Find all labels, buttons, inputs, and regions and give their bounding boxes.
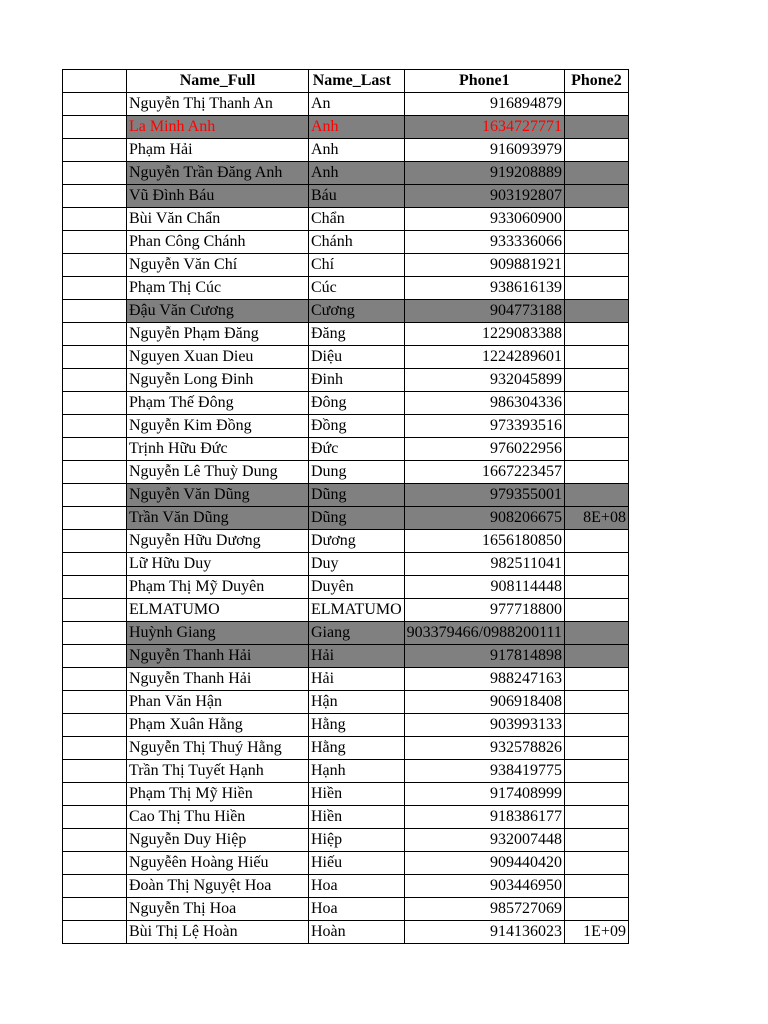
table-row bbox=[63, 760, 629, 783]
row-index-cell[interactable] bbox=[63, 645, 127, 668]
contacts-table bbox=[62, 69, 629, 944]
table-row bbox=[63, 208, 629, 231]
table-row bbox=[63, 415, 629, 438]
table-row bbox=[63, 691, 629, 714]
name-last-cell[interactable]: Cúc bbox=[309, 277, 405, 300]
row-index-cell[interactable] bbox=[63, 875, 127, 898]
table-row bbox=[63, 300, 629, 323]
name-last-cell[interactable]: Cương bbox=[309, 300, 405, 323]
table-row bbox=[63, 507, 629, 530]
phone2-cell[interactable]: 1E+09 bbox=[564, 921, 628, 944]
name-full-cell[interactable]: Phạm Thị Cúc bbox=[127, 277, 309, 300]
table-row bbox=[63, 783, 629, 806]
table-row bbox=[63, 461, 629, 484]
name-last-cell[interactable]: Đông bbox=[309, 392, 405, 415]
table-row bbox=[63, 231, 629, 254]
name-last-cell[interactable]: Giang bbox=[309, 622, 405, 645]
name-full-cell[interactable]: Phạm Xuân Hằng bbox=[127, 714, 309, 737]
table-row bbox=[63, 645, 629, 668]
phone1-cell[interactable]: 903379466/0988200111 bbox=[404, 622, 564, 645]
phone1-cell[interactable]: 932045899 bbox=[404, 369, 564, 392]
phone2-cell[interactable] bbox=[564, 415, 628, 438]
table-row bbox=[63, 668, 629, 691]
table-row bbox=[63, 162, 629, 185]
name-last-cell[interactable]: Anh bbox=[309, 162, 405, 185]
phone1-cell[interactable]: 904773188 bbox=[404, 300, 564, 323]
phone1-cell[interactable]: 973393516 bbox=[404, 415, 564, 438]
phone2-cell[interactable] bbox=[564, 530, 628, 553]
row-index-cell[interactable] bbox=[63, 369, 127, 392]
name-full-cell[interactable]: Nguyễn Văn Dũng bbox=[127, 484, 309, 507]
row-index-cell[interactable] bbox=[63, 806, 127, 829]
phone1-cell[interactable]: 976022956 bbox=[404, 438, 564, 461]
table-row bbox=[63, 484, 629, 507]
name-last-cell[interactable]: Hằng bbox=[309, 737, 405, 760]
phone1-cell[interactable]: 977718800 bbox=[404, 599, 564, 622]
name-last-cell[interactable]: An bbox=[309, 93, 405, 116]
phone1-cell[interactable]: 938419775 bbox=[404, 760, 564, 783]
name-last-cell[interactable]: Hận bbox=[309, 691, 405, 714]
table-row bbox=[63, 852, 629, 875]
phone2-cell[interactable] bbox=[564, 668, 628, 691]
row-index-cell[interactable] bbox=[63, 852, 127, 875]
phone2-cell[interactable]: 8E+08 bbox=[564, 507, 628, 530]
name-full-cell[interactable]: Nguyễn Phạm Đăng bbox=[127, 323, 309, 346]
phone2-cell[interactable] bbox=[564, 875, 628, 898]
name-last-cell[interactable]: Hiệp bbox=[309, 829, 405, 852]
table-row bbox=[63, 875, 629, 898]
row-index-cell[interactable] bbox=[63, 185, 127, 208]
header-row bbox=[63, 70, 629, 93]
phone2-cell[interactable] bbox=[564, 760, 628, 783]
table-row bbox=[63, 116, 629, 139]
name-full-cell[interactable]: Nguyễn Long Đinh bbox=[127, 369, 309, 392]
name-last-cell[interactable]: Hiền bbox=[309, 783, 405, 806]
phone1-cell[interactable]: 986304336 bbox=[404, 392, 564, 415]
name-last-cell[interactable]: Hiếu bbox=[309, 852, 405, 875]
table-row bbox=[63, 737, 629, 760]
phone2-cell[interactable] bbox=[564, 576, 628, 599]
name-full-cell[interactable]: Nguyễn Kim Đồng bbox=[127, 415, 309, 438]
row-index-cell[interactable] bbox=[63, 392, 127, 415]
phone1-cell[interactable]: 906918408 bbox=[404, 691, 564, 714]
name-full-cell[interactable]: Đoàn Thị Nguyệt Hoa bbox=[127, 875, 309, 898]
name-full-cell[interactable]: Phạm Thị Mỹ Hiền bbox=[127, 783, 309, 806]
name-last-cell[interactable]: Diệu bbox=[309, 346, 405, 369]
header-phone2[interactable]: Phone2 bbox=[564, 70, 628, 93]
phone2-cell[interactable] bbox=[564, 231, 628, 254]
phone1-cell[interactable]: 938616139 bbox=[404, 277, 564, 300]
table-row bbox=[63, 254, 629, 277]
row-index-cell[interactable] bbox=[63, 346, 127, 369]
phone2-cell[interactable] bbox=[564, 852, 628, 875]
phone2-cell[interactable] bbox=[564, 829, 628, 852]
phone2-cell[interactable] bbox=[564, 346, 628, 369]
row-index-cell[interactable] bbox=[63, 783, 127, 806]
header-index[interactable] bbox=[63, 70, 127, 93]
phone1-cell[interactable]: 903446950 bbox=[404, 875, 564, 898]
phone1-cell[interactable]: 933336066 bbox=[404, 231, 564, 254]
header-name-full[interactable]: Name_Full bbox=[127, 70, 309, 93]
row-index-cell[interactable] bbox=[63, 254, 127, 277]
phone2-cell[interactable] bbox=[564, 898, 628, 921]
row-index-cell[interactable] bbox=[63, 300, 127, 323]
row-index-cell[interactable] bbox=[63, 277, 127, 300]
phone1-cell[interactable]: 908206675 bbox=[404, 507, 564, 530]
phone2-cell[interactable] bbox=[564, 139, 628, 162]
name-full-cell[interactable]: Nguyễn Thanh Hải bbox=[127, 668, 309, 691]
name-last-cell[interactable]: Đăng bbox=[309, 323, 405, 346]
phone1-cell[interactable]: 985727069 bbox=[404, 898, 564, 921]
name-full-cell[interactable]: Nguyễn Văn Chí bbox=[127, 254, 309, 277]
row-index-cell[interactable] bbox=[63, 530, 127, 553]
name-full-cell[interactable]: Nguyễn Thanh Hải bbox=[127, 645, 309, 668]
table-row bbox=[63, 806, 629, 829]
phone1-cell[interactable]: 903192807 bbox=[404, 185, 564, 208]
name-last-cell[interactable]: Hải bbox=[309, 645, 405, 668]
phone2-cell[interactable] bbox=[564, 116, 628, 139]
table-row bbox=[63, 829, 629, 852]
phone1-cell[interactable]: 917814898 bbox=[404, 645, 564, 668]
phone2-cell[interactable] bbox=[564, 369, 628, 392]
name-last-cell[interactable]: Báu bbox=[309, 185, 405, 208]
row-index-cell[interactable] bbox=[63, 737, 127, 760]
phone1-cell[interactable]: 932007448 bbox=[404, 829, 564, 852]
row-index-cell[interactable] bbox=[63, 162, 127, 185]
row-index-cell[interactable] bbox=[63, 691, 127, 714]
row-index-cell[interactable] bbox=[63, 438, 127, 461]
name-last-cell[interactable]: Đức bbox=[309, 438, 405, 461]
name-last-cell[interactable]: Hằng bbox=[309, 714, 405, 737]
name-last-cell[interactable]: Duyên bbox=[309, 576, 405, 599]
phone1-cell[interactable]: 908114448 bbox=[404, 576, 564, 599]
phone2-cell[interactable] bbox=[564, 599, 628, 622]
name-last-cell[interactable]: Dương bbox=[309, 530, 405, 553]
phone1-cell[interactable]: 979355001 bbox=[404, 484, 564, 507]
name-last-cell[interactable]: Hiền bbox=[309, 806, 405, 829]
row-index-cell[interactable] bbox=[63, 668, 127, 691]
row-index-cell[interactable] bbox=[63, 116, 127, 139]
table-row bbox=[63, 599, 629, 622]
row-index-cell[interactable] bbox=[63, 921, 127, 944]
phone1-cell[interactable]: 1667223457 bbox=[404, 461, 564, 484]
phone2-cell[interactable] bbox=[564, 93, 628, 116]
phone2-cell[interactable] bbox=[564, 714, 628, 737]
name-last-cell[interactable]: Dung bbox=[309, 461, 405, 484]
phone2-cell[interactable] bbox=[564, 783, 628, 806]
name-last-cell[interactable]: Chẩn bbox=[309, 208, 405, 231]
name-full-cell[interactable]: Vũ Đình Báu bbox=[127, 185, 309, 208]
row-index-cell[interactable] bbox=[63, 714, 127, 737]
row-index-cell[interactable] bbox=[63, 760, 127, 783]
phone1-cell[interactable]: 1224289601 bbox=[404, 346, 564, 369]
name-full-cell[interactable]: Phan Văn Hận bbox=[127, 691, 309, 714]
name-last-cell[interactable]: Dũng bbox=[309, 507, 405, 530]
phone1-cell[interactable]: 917408999 bbox=[404, 783, 564, 806]
table-row bbox=[63, 93, 629, 116]
phone1-cell[interactable]: 1634727771 bbox=[404, 116, 564, 139]
name-last-cell[interactable]: Hạnh bbox=[309, 760, 405, 783]
phone2-cell[interactable] bbox=[564, 254, 628, 277]
row-index-cell[interactable] bbox=[63, 622, 127, 645]
name-full-cell[interactable]: Huỳnh Giang bbox=[127, 622, 309, 645]
phone2-cell[interactable] bbox=[564, 300, 628, 323]
name-full-cell[interactable]: Phạm Thị Mỹ Duyên bbox=[127, 576, 309, 599]
table-row bbox=[63, 185, 629, 208]
row-index-cell[interactable] bbox=[63, 461, 127, 484]
table-row bbox=[63, 714, 629, 737]
phone2-cell[interactable] bbox=[564, 461, 628, 484]
name-full-cell[interactable]: Trần Thị Tuyết Hạnh bbox=[127, 760, 309, 783]
row-index-cell[interactable] bbox=[63, 484, 127, 507]
name-last-cell[interactable]: ELMATUMO bbox=[309, 599, 405, 622]
row-index-cell[interactable] bbox=[63, 231, 127, 254]
phone1-cell[interactable]: 1229083388 bbox=[404, 323, 564, 346]
phone2-cell[interactable] bbox=[564, 691, 628, 714]
name-full-cell[interactable]: Nguyễên Hoàng Hiếu bbox=[127, 852, 309, 875]
table-row bbox=[63, 622, 629, 645]
phone2-cell[interactable] bbox=[564, 162, 628, 185]
phone1-cell[interactable]: 916093979 bbox=[404, 139, 564, 162]
name-full-cell[interactable]: Nguyễn Thị Thanh An bbox=[127, 93, 309, 116]
name-last-cell[interactable]: Anh bbox=[309, 116, 405, 139]
table-row bbox=[63, 530, 629, 553]
phone1-cell[interactable]: 918386177 bbox=[404, 806, 564, 829]
phone2-cell[interactable] bbox=[564, 737, 628, 760]
phone2-cell[interactable] bbox=[564, 553, 628, 576]
phone1-cell[interactable]: 1656180850 bbox=[404, 530, 564, 553]
phone2-cell[interactable] bbox=[564, 323, 628, 346]
phone2-cell[interactable] bbox=[564, 438, 628, 461]
phone2-cell[interactable] bbox=[564, 185, 628, 208]
table-body bbox=[63, 93, 629, 944]
row-index-cell[interactable] bbox=[63, 507, 127, 530]
phone1-cell[interactable]: 916894879 bbox=[404, 93, 564, 116]
name-last-cell[interactable]: Chí bbox=[309, 254, 405, 277]
name-full-cell[interactable]: ELMATUMO bbox=[127, 599, 309, 622]
name-full-cell[interactable]: Đậu Văn Cương bbox=[127, 300, 309, 323]
table-row bbox=[63, 898, 629, 921]
name-last-cell[interactable]: Hoàn bbox=[309, 921, 405, 944]
name-full-cell[interactable]: Nguyễn Trần Đăng Anh bbox=[127, 162, 309, 185]
row-index-cell[interactable] bbox=[63, 576, 127, 599]
name-full-cell[interactable]: La Minh Anh bbox=[127, 116, 309, 139]
name-full-cell[interactable]: Bùi Thị Lệ Hoàn bbox=[127, 921, 309, 944]
phone2-cell[interactable] bbox=[564, 277, 628, 300]
name-full-cell[interactable]: Nguyễn Thị Hoa bbox=[127, 898, 309, 921]
name-full-cell[interactable]: Nguyễn Lê Thuỳ Dung bbox=[127, 461, 309, 484]
row-index-cell[interactable] bbox=[63, 553, 127, 576]
table-row bbox=[63, 323, 629, 346]
header-name-last[interactable] bbox=[309, 70, 405, 93]
table-row bbox=[63, 346, 629, 369]
row-index-cell[interactable] bbox=[63, 599, 127, 622]
row-index-cell[interactable] bbox=[63, 208, 127, 231]
name-last-cell[interactable]: Hoa bbox=[309, 898, 405, 921]
name-full-cell[interactable]: Trần Văn Dũng bbox=[127, 507, 309, 530]
phone1-cell[interactable]: 903993133 bbox=[404, 714, 564, 737]
name-full-cell[interactable]: Phan Công Chánh bbox=[127, 231, 309, 254]
row-index-cell[interactable] bbox=[63, 898, 127, 921]
row-index-cell[interactable] bbox=[63, 93, 127, 116]
phone1-cell[interactable]: 914136023 bbox=[404, 921, 564, 944]
table-row bbox=[63, 921, 629, 944]
name-last-cell[interactable]: Hải bbox=[309, 668, 405, 691]
name-full-cell[interactable]: Lữ Hữu Duy bbox=[127, 553, 309, 576]
row-index-cell[interactable] bbox=[63, 139, 127, 162]
phone2-cell[interactable] bbox=[564, 645, 628, 668]
name-full-cell[interactable]: Phạm Hải bbox=[127, 139, 309, 162]
phone2-cell[interactable] bbox=[564, 392, 628, 415]
table-row bbox=[63, 369, 629, 392]
name-last-cell[interactable]: Chánh bbox=[309, 231, 405, 254]
phone2-cell[interactable] bbox=[564, 484, 628, 507]
name-last-cell[interactable]: Anh bbox=[309, 139, 405, 162]
phone1-cell[interactable]: 982511041 bbox=[404, 553, 564, 576]
table-row bbox=[63, 576, 629, 599]
row-index-cell[interactable] bbox=[63, 323, 127, 346]
name-full-cell[interactable]: Trịnh Hữu Đức bbox=[127, 438, 309, 461]
name-full-cell[interactable]: Nguyễn Thị Thuý Hằng bbox=[127, 737, 309, 760]
name-last-cell[interactable]: Duy bbox=[309, 553, 405, 576]
header-phone1[interactable]: Phone1 bbox=[404, 70, 564, 93]
name-last-cell[interactable]: Dũng bbox=[309, 484, 405, 507]
table-row bbox=[63, 392, 629, 415]
name-full-cell[interactable]: Bùi Văn Chẩn bbox=[127, 208, 309, 231]
phone1-cell[interactable]: 988247163 bbox=[404, 668, 564, 691]
name-last-cell[interactable]: Đồng bbox=[309, 415, 405, 438]
phone2-cell[interactable] bbox=[564, 806, 628, 829]
name-full-cell[interactable]: Cao Thị Thu Hiền bbox=[127, 806, 309, 829]
row-index-cell[interactable] bbox=[63, 415, 127, 438]
name-full-cell[interactable]: Nguyễn Duy Hiệp bbox=[127, 829, 309, 852]
table-row bbox=[63, 277, 629, 300]
table-row bbox=[63, 553, 629, 576]
row-index-cell[interactable] bbox=[63, 829, 127, 852]
phone1-cell[interactable]: 909881921 bbox=[404, 254, 564, 277]
name-full-cell[interactable]: Nguyễn Hữu Dương bbox=[127, 530, 309, 553]
name-full-cell[interactable]: Phạm Thế Đông bbox=[127, 392, 309, 415]
phone1-cell[interactable]: 909440420 bbox=[404, 852, 564, 875]
phone2-cell[interactable] bbox=[564, 208, 628, 231]
phone2-cell[interactable] bbox=[564, 622, 628, 645]
name-full-cell[interactable]: Nguyen Xuan Dieu bbox=[127, 346, 309, 369]
table-row bbox=[63, 139, 629, 162]
phone1-cell[interactable]: 932578826 bbox=[404, 737, 564, 760]
phone1-cell[interactable]: 919208889 bbox=[404, 162, 564, 185]
table-row bbox=[63, 438, 629, 461]
header-name-last-label: Name_Last bbox=[312, 72, 391, 89]
phone1-cell[interactable]: 933060900 bbox=[404, 208, 564, 231]
name-last-cell[interactable]: Đinh bbox=[309, 369, 405, 392]
name-last-cell[interactable]: Hoa bbox=[309, 875, 405, 898]
